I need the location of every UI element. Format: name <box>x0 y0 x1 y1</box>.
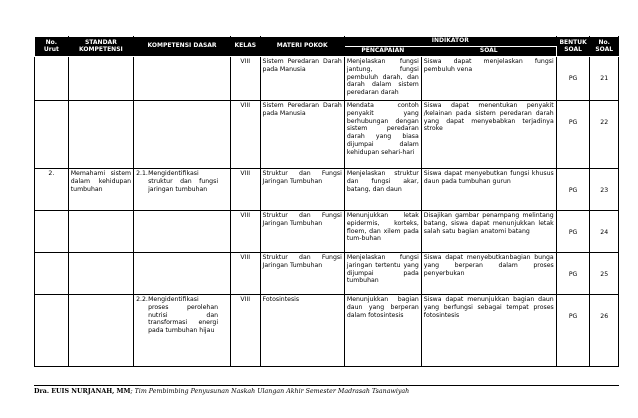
header-materi-pokok: MATERI POKOK <box>260 37 344 57</box>
row-no-cell <box>35 253 69 295</box>
pencapaian-cell: Menjelaskan struktur dan fungsi akar, batang, dan daun <box>344 169 421 211</box>
kelas-cell: VIII <box>231 57 261 101</box>
soal-cell: Siswa dapat menjelaskan fungsi pembuluh vena <box>421 57 556 101</box>
kompetensi-dasar-text: Mengidentifikasi proses perolehan nutrisi dan transformasi energi pada tumbuhan hijau <box>148 296 219 334</box>
table-row <box>35 101 619 169</box>
bentuk-soal-cell: PG <box>556 253 590 295</box>
kelas-cell: VIII <box>231 295 261 367</box>
soal-cell: Siswa dapat menyebutkan fungsi khusus daun pada tumbuhan gurun <box>421 169 556 211</box>
standar-kompetensi-cell <box>68 101 133 169</box>
header-standar-kompetensi: STANDAR KOMPETENSI <box>68 37 133 57</box>
header-indikator: INDIKATOR <box>344 37 556 47</box>
table-row <box>35 295 619 367</box>
row-no-cell <box>35 295 69 367</box>
header-no-soal: No. SOAL <box>590 37 619 57</box>
row-no-cell <box>35 101 69 169</box>
kompetensi-dasar-cell <box>134 253 231 295</box>
materi-pokok-cell: Struktur dan Fungsi Jaringan Tumbuhan <box>260 211 344 253</box>
kelas-cell: VIII <box>231 169 261 211</box>
no-soal-cell: 25 <box>590 253 619 295</box>
materi-pokok-cell: Sistem Peredaran Darah pada Manusia <box>260 57 344 101</box>
bentuk-soal-cell: PG <box>556 57 590 101</box>
header-bentuk-soal: BENTUK SOAL <box>556 37 590 57</box>
kelas-cell: VIII <box>231 253 261 295</box>
soal-cell: Siswa dapat menyebutkanbagian bunga yang berperan dalam proses penyerbukan <box>421 253 556 295</box>
materi-pokok-cell: Sistem Peredaran Darah pada Manusia <box>260 101 344 169</box>
bentuk-soal-cell: PG <box>556 169 590 211</box>
row-no-cell <box>35 211 69 253</box>
standar-kompetensi-cell <box>68 211 133 253</box>
row-no-cell: 2. <box>35 169 69 211</box>
no-soal-cell: 26 <box>590 295 619 367</box>
pencapaian-cell: Mendata contoh penyakit yang berhubungan dengan sistem peredaran darah yang biasa dijumpai dalam kehidupan sehari-hari <box>344 101 421 169</box>
kompetensi-dasar-number: 2.1. <box>136 170 148 177</box>
kompetensi-dasar-cell <box>134 57 231 101</box>
footer-divider <box>34 385 619 386</box>
pencapaian-cell: Menjelaskan fungsi jantung, fungsi pembuluh darah, dan darah dalam sistem peredaran darah <box>344 57 421 101</box>
kompetensi-dasar-cell <box>134 295 231 367</box>
header-kompetensi-dasar: KOMPETENSI DASAR <box>134 37 231 57</box>
materi-pokok-cell: Struktur dan Fungsi Jaringan Tumbuhan <box>260 253 344 295</box>
bentuk-soal-cell: PG <box>556 101 590 169</box>
table-row <box>35 253 619 295</box>
soal-cell: Siswa dapat menunjukkan bagian daun yang berfungsi sebagai tempat proses fotosintesis <box>421 295 556 367</box>
kompetensi-dasar-text: Mengidentifikasi struktur dan fungsi jaringan tumbuhan <box>148 170 219 193</box>
kompetensi-dasar-number: 2.2. <box>136 296 148 303</box>
table-row <box>35 169 619 211</box>
standar-kompetensi-cell <box>68 295 133 367</box>
kisi-kisi-table <box>34 36 619 367</box>
footer-text <box>34 388 409 395</box>
table-row <box>35 57 619 101</box>
table-row <box>35 211 619 253</box>
kelas-cell: VIII <box>231 211 261 253</box>
no-soal-cell: 22 <box>590 101 619 169</box>
header-soal: SOAL <box>421 47 556 57</box>
materi-pokok-cell: Fotosintesis <box>260 295 344 367</box>
kompetensi-dasar-cell <box>134 169 231 211</box>
footer-author: Dra. EUIS NURJANAH, MM <box>34 388 131 395</box>
pencapaian-cell: Menunjukkan letak epidermis, korteks, floem, dan xilem pada tum-buhan <box>344 211 421 253</box>
standar-kompetensi-cell: Memahami sistem dalam kehidupan tumbuhan <box>68 169 133 211</box>
bentuk-soal-cell: PG <box>556 295 590 367</box>
materi-pokok-cell: Struktur dan Fungsi Jaringan Tumbuhan <box>260 169 344 211</box>
kompetensi-dasar-cell <box>134 211 231 253</box>
no-soal-cell: 24 <box>590 211 619 253</box>
kompetensi-dasar-cell <box>134 101 231 169</box>
kelas-cell: VIII <box>231 101 261 169</box>
footer-title: ; Tim Pembimbing Penyusunan Naskah Ulangan Akhir Semester Madrasah Tsanawiyah <box>130 388 410 395</box>
header-pencapaian: PENCAPAIAN <box>344 47 421 57</box>
no-soal-cell: 23 <box>590 169 619 211</box>
bentuk-soal-cell: PG <box>556 211 590 253</box>
no-soal-cell: 21 <box>590 57 619 101</box>
row-no-cell <box>35 57 69 101</box>
pencapaian-cell: Menunjukkan bagian daun yang berperan dalam fotosintesis <box>344 295 421 367</box>
header-no-urut: No. Urut <box>35 37 69 57</box>
standar-kompetensi-cell <box>68 253 133 295</box>
header-kelas: KELAS <box>231 37 261 57</box>
soal-cell: Disajikan gambar penampang melintang batang, siswa dapat menunjukkan letak salah satu bagian anatomi batang <box>421 211 556 253</box>
standar-kompetensi-cell <box>68 57 133 101</box>
soal-cell: Siswa dapat menentukan penyakit /kelainan pada sistem peredaran darah yang dapat menyebabkan terjadinya stroke <box>421 101 556 169</box>
pencapaian-cell: Menjelaskan fungsi jaringan tertentu yang dijumpai pada tumbuhan <box>344 253 421 295</box>
